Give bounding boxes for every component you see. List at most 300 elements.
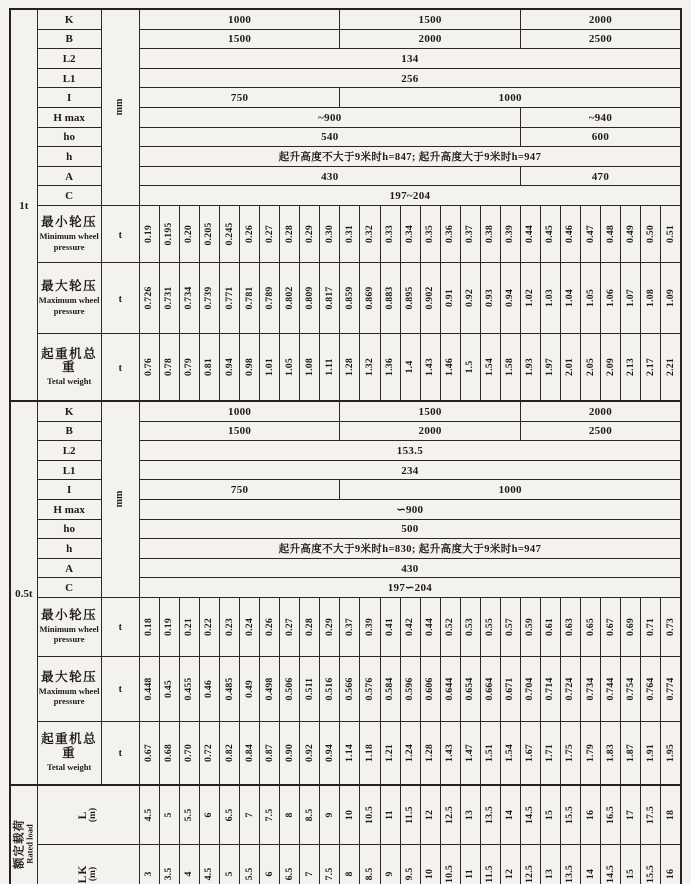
value-text: 0.714 bbox=[544, 677, 556, 701]
value-cell bbox=[300, 597, 320, 656]
span-value-cell bbox=[500, 785, 520, 845]
span-value-cell bbox=[500, 844, 520, 884]
value-text: 0.511 bbox=[303, 677, 315, 701]
measure-name-en: Minimum wheel pressure bbox=[39, 623, 99, 645]
span-value-cell bbox=[460, 844, 480, 884]
load-rating-cell bbox=[10, 401, 37, 785]
value-cell bbox=[480, 597, 500, 656]
span-value-text: 15.5 bbox=[564, 805, 576, 824]
dimension-name: I bbox=[67, 92, 72, 105]
value-text: 0.704 bbox=[524, 677, 536, 701]
dimension-name: L2 bbox=[62, 445, 76, 458]
value-text: 0.724 bbox=[564, 677, 576, 701]
mm-unit-label: mm bbox=[114, 99, 126, 116]
dimension-value-cell bbox=[139, 401, 340, 421]
span-value-cell bbox=[601, 785, 621, 845]
value-text: 0.205 bbox=[203, 222, 215, 246]
value-cell bbox=[159, 721, 179, 785]
value-cell bbox=[220, 721, 240, 785]
value-text: 0.50 bbox=[644, 224, 656, 243]
value-text: 1.01 bbox=[263, 357, 275, 376]
value-cell bbox=[520, 597, 540, 656]
dimension-value: 540 bbox=[321, 131, 339, 144]
value-cell bbox=[601, 262, 621, 333]
span-value-cell bbox=[220, 844, 240, 884]
value-cell bbox=[380, 333, 400, 401]
span-value-text: 3 bbox=[143, 871, 155, 877]
value-cell bbox=[480, 656, 500, 721]
value-text: 0.817 bbox=[323, 286, 335, 310]
span-value-text: 12.5 bbox=[524, 864, 536, 883]
value-cell bbox=[340, 656, 360, 721]
span-row bbox=[10, 844, 681, 884]
value-cell bbox=[340, 597, 360, 656]
value-cell bbox=[159, 262, 179, 333]
value-text: 0.23 bbox=[223, 617, 235, 636]
measure-name-en: Maximum wheel pressure bbox=[38, 685, 100, 707]
dimension-value: ~940 bbox=[588, 111, 613, 124]
value-cell bbox=[520, 333, 540, 401]
value-cell bbox=[320, 205, 340, 262]
span-value-cell bbox=[139, 844, 159, 884]
measure-name-cn: 起重机总重 bbox=[41, 732, 98, 760]
value-text: 1.07 bbox=[624, 288, 636, 307]
value-text: 0.37 bbox=[343, 617, 355, 636]
value-cell bbox=[400, 597, 420, 656]
measure-name-cell bbox=[37, 262, 101, 333]
value-text: 0.654 bbox=[464, 677, 476, 701]
value-cell bbox=[159, 333, 179, 401]
value-text: 0.70 bbox=[183, 743, 195, 762]
value-text: 1.71 bbox=[544, 743, 556, 762]
span-value-text: 16.5 bbox=[604, 805, 616, 824]
value-cell bbox=[400, 721, 420, 785]
measure-name-en: Tetal weight bbox=[46, 761, 92, 772]
value-cell bbox=[280, 721, 300, 785]
rated-load-en: Rated load bbox=[24, 824, 35, 865]
value-cell bbox=[260, 333, 280, 401]
value-cell bbox=[400, 333, 420, 401]
span-name-cell bbox=[37, 785, 139, 845]
dimension-name: h bbox=[66, 542, 73, 555]
span-value-text: 17.5 bbox=[644, 805, 656, 824]
span-value-text: 4 bbox=[183, 871, 195, 877]
span-value-text: 10.5 bbox=[444, 864, 456, 883]
value-cell bbox=[380, 656, 400, 721]
dimension-value: 1000 bbox=[498, 484, 522, 497]
value-cell bbox=[199, 656, 219, 721]
value-cell bbox=[500, 597, 520, 656]
load-rating-label: 1t bbox=[19, 199, 29, 212]
span-value-text: 11.5 bbox=[484, 865, 496, 883]
value-text: 1.5 bbox=[464, 360, 476, 374]
span-name-label bbox=[77, 808, 99, 822]
dimension-value-cell bbox=[139, 441, 681, 461]
span-value-text: 5 bbox=[223, 871, 235, 877]
value-cell bbox=[500, 656, 520, 721]
t-unit-cell bbox=[101, 656, 139, 721]
value-cell bbox=[480, 721, 500, 785]
dimension-name-cell bbox=[37, 519, 101, 539]
span-value-cell bbox=[420, 844, 440, 884]
value-cell bbox=[480, 262, 500, 333]
span-value-cell bbox=[661, 844, 681, 884]
span-value-cell bbox=[661, 785, 681, 845]
measure-name-cn: 最小轮压 bbox=[41, 214, 98, 229]
span-name: L bbox=[77, 810, 90, 820]
span-value-text: 16 bbox=[584, 809, 596, 820]
value-cell bbox=[500, 721, 520, 785]
value-cell bbox=[560, 333, 580, 401]
value-cell bbox=[260, 656, 280, 721]
mm-unit-label: mm bbox=[114, 491, 126, 508]
value-text: 2.01 bbox=[564, 357, 576, 376]
value-cell bbox=[581, 721, 601, 785]
value-cell bbox=[500, 205, 520, 262]
span-name-cell bbox=[37, 844, 139, 884]
dimension-name-cell bbox=[37, 29, 101, 49]
value-cell bbox=[560, 656, 580, 721]
value-cell bbox=[220, 597, 240, 656]
span-value-cell bbox=[300, 785, 320, 845]
value-text: 1.14 bbox=[343, 743, 355, 762]
span-value-cell bbox=[240, 785, 260, 845]
rated-load-label bbox=[13, 819, 34, 869]
span-value-cell bbox=[480, 844, 500, 884]
span-value-cell bbox=[360, 785, 380, 845]
dimension-name: H max bbox=[53, 503, 85, 516]
dimension-value: 600 bbox=[591, 131, 610, 144]
value-text: 0.55 bbox=[484, 617, 496, 636]
value-text: 0.22 bbox=[203, 617, 215, 636]
rated-load-cn: 额定载荷 bbox=[13, 819, 26, 870]
value-cell bbox=[360, 205, 380, 262]
value-text: 1.08 bbox=[303, 357, 315, 376]
dimension-value: 1000 bbox=[228, 405, 252, 418]
dimension-value-cell bbox=[340, 480, 681, 500]
value-text: 0.57 bbox=[504, 617, 516, 636]
value-cell bbox=[280, 205, 300, 262]
span-value-text: 4.5 bbox=[203, 867, 215, 881]
dimension-value: 2000 bbox=[588, 405, 613, 418]
span-value-cell bbox=[300, 844, 320, 884]
dimension-name-cell bbox=[37, 558, 101, 578]
span-value-cell bbox=[139, 785, 159, 845]
dimension-name: H max bbox=[53, 111, 85, 124]
value-cell bbox=[199, 333, 219, 401]
value-text: 1.36 bbox=[383, 357, 395, 376]
value-cell bbox=[420, 721, 440, 785]
value-text: 1.03 bbox=[544, 288, 556, 307]
value-text: 0.72 bbox=[203, 743, 215, 762]
value-cell bbox=[380, 597, 400, 656]
value-cell bbox=[380, 721, 400, 785]
span-value-cell bbox=[280, 785, 300, 845]
dimension-value: 2500 bbox=[588, 33, 613, 46]
dimension-value-cell bbox=[139, 49, 681, 69]
value-cell bbox=[360, 262, 380, 333]
dimension-value-cell bbox=[139, 88, 340, 108]
value-cell bbox=[440, 656, 460, 721]
measure-name-cell bbox=[37, 205, 101, 262]
span-value-cell bbox=[540, 844, 560, 884]
span-value-text: 15 bbox=[624, 868, 636, 879]
value-text: 0.38 bbox=[484, 224, 496, 243]
dimension-value-cell bbox=[520, 166, 681, 186]
span-value-text: 14.5 bbox=[524, 805, 536, 824]
value-cell bbox=[280, 597, 300, 656]
value-cell bbox=[400, 205, 420, 262]
value-text: 1.43 bbox=[423, 357, 435, 376]
span-value-text: 7 bbox=[243, 812, 255, 818]
dimension-value: 1000 bbox=[228, 13, 252, 26]
value-cell bbox=[280, 656, 300, 721]
value-cell bbox=[199, 721, 219, 785]
value-text: 0.644 bbox=[444, 677, 456, 701]
span-value-text: 13.5 bbox=[484, 805, 496, 824]
value-text: 0.84 bbox=[243, 743, 255, 762]
value-cell bbox=[220, 262, 240, 333]
value-cell bbox=[240, 205, 260, 262]
span-value-cell bbox=[240, 844, 260, 884]
value-cell bbox=[320, 333, 340, 401]
value-text: 0.37 bbox=[464, 224, 476, 243]
span-value-text: 12.5 bbox=[444, 805, 456, 824]
span-value-text: 9.5 bbox=[403, 867, 415, 881]
span-value-text: 7 bbox=[303, 871, 315, 877]
value-text: 0.18 bbox=[143, 617, 155, 636]
value-cell bbox=[320, 597, 340, 656]
value-text: 0.902 bbox=[423, 286, 435, 310]
span-value-text: 10 bbox=[423, 868, 435, 879]
span-value-text: 15 bbox=[544, 809, 556, 820]
value-text: 0.91 bbox=[444, 288, 456, 307]
span-value-text: 11 bbox=[464, 869, 476, 879]
value-text: 1.67 bbox=[524, 743, 536, 762]
dimension-value: 500 bbox=[401, 523, 419, 536]
dimension-name-cell bbox=[37, 441, 101, 461]
value-cell bbox=[300, 333, 320, 401]
dimension-value: 起升高度不大于9米时h=847; 起升高度大于9米时h=947 bbox=[278, 152, 542, 164]
value-cell bbox=[320, 262, 340, 333]
value-cell bbox=[520, 656, 540, 721]
dimension-value-cell bbox=[139, 519, 681, 539]
span-value-cell bbox=[400, 785, 420, 845]
value-cell bbox=[480, 205, 500, 262]
value-cell bbox=[240, 597, 260, 656]
value-text: 0.29 bbox=[303, 224, 315, 243]
value-cell bbox=[260, 721, 280, 785]
value-cell bbox=[560, 597, 580, 656]
span-value-text: 8 bbox=[283, 812, 295, 818]
value-cell bbox=[280, 333, 300, 401]
value-text: 0.781 bbox=[243, 286, 255, 310]
value-cell bbox=[420, 333, 440, 401]
dimension-value-cell bbox=[139, 107, 520, 127]
value-text: 1.08 bbox=[644, 288, 656, 307]
span-value-cell bbox=[540, 785, 560, 845]
value-text: 0.31 bbox=[343, 224, 355, 243]
value-text: 0.68 bbox=[163, 743, 175, 762]
value-text: 1.4 bbox=[403, 360, 415, 374]
value-cell bbox=[641, 205, 661, 262]
dimension-value-cell bbox=[139, 421, 340, 441]
value-cell bbox=[220, 333, 240, 401]
mm-unit-cell bbox=[101, 401, 139, 597]
span-name: LK bbox=[77, 864, 90, 884]
value-cell bbox=[139, 721, 159, 785]
dimension-value-cell bbox=[520, 127, 681, 147]
value-text: 0.34 bbox=[403, 224, 415, 243]
value-cell bbox=[601, 333, 621, 401]
span-value-cell bbox=[601, 844, 621, 884]
value-text: 1.54 bbox=[504, 743, 516, 762]
rated-load-cell bbox=[10, 785, 37, 884]
measure-name-cell bbox=[37, 333, 101, 401]
value-text: 0.27 bbox=[283, 617, 295, 636]
span-value-cell bbox=[179, 844, 199, 884]
value-text: 1.32 bbox=[363, 357, 375, 376]
dimension-value: 2000 bbox=[418, 425, 442, 438]
dim-row bbox=[10, 9, 681, 29]
value-cell bbox=[661, 597, 681, 656]
dimension-name-cell bbox=[37, 147, 101, 167]
value-text: 0.51 bbox=[664, 224, 676, 243]
value-text: 0.42 bbox=[403, 617, 415, 636]
dimension-value-cell bbox=[340, 421, 520, 441]
dimension-name: h bbox=[66, 151, 73, 164]
measure-name-cn: 起重机总重 bbox=[41, 346, 98, 374]
dimension-name-cell bbox=[37, 127, 101, 147]
value-text: 0.39 bbox=[363, 617, 375, 636]
value-cell bbox=[560, 721, 580, 785]
span-value-cell bbox=[159, 844, 179, 884]
value-cell bbox=[420, 656, 440, 721]
value-cell bbox=[520, 721, 540, 785]
span-value-text: 8.5 bbox=[303, 808, 315, 822]
value-cell bbox=[340, 205, 360, 262]
value-text: 0.82 bbox=[223, 743, 235, 762]
dimension-value: 2000 bbox=[418, 33, 442, 46]
measure-name-cn: 最小轮压 bbox=[41, 607, 98, 622]
t-unit-label: t bbox=[118, 622, 122, 634]
span-value-cell bbox=[380, 785, 400, 845]
value-cell bbox=[440, 721, 460, 785]
value-text: 0.566 bbox=[343, 677, 355, 701]
span-unit: (m) bbox=[88, 807, 99, 822]
value-cell bbox=[581, 656, 601, 721]
value-cell bbox=[300, 656, 320, 721]
value-text: 0.41 bbox=[383, 617, 395, 636]
value-text: 0.859 bbox=[343, 286, 355, 310]
dimension-value: 197~204 bbox=[389, 190, 431, 203]
value-text: 0.94 bbox=[504, 288, 516, 307]
dimension-value: ~900 bbox=[318, 111, 342, 124]
value-cell bbox=[179, 597, 199, 656]
dimension-name: L1 bbox=[62, 72, 76, 85]
value-text: 0.65 bbox=[584, 617, 596, 636]
dimension-value: 1500 bbox=[228, 33, 252, 46]
dimension-value-cell bbox=[139, 539, 681, 559]
span-value-cell bbox=[199, 785, 219, 845]
value-text: 0.67 bbox=[143, 743, 155, 762]
value-cell bbox=[621, 262, 641, 333]
value-text: 1.02 bbox=[524, 288, 536, 307]
span-value-cell bbox=[440, 785, 460, 845]
value-cell bbox=[360, 656, 380, 721]
value-text: 0.48 bbox=[604, 224, 616, 243]
value-cell bbox=[480, 333, 500, 401]
span-value-text: 14 bbox=[584, 868, 596, 879]
value-cell bbox=[621, 721, 641, 785]
dimension-name-cell bbox=[37, 107, 101, 127]
value-text: 0.734 bbox=[183, 286, 195, 310]
value-cell bbox=[540, 597, 560, 656]
value-text: 0.774 bbox=[664, 677, 676, 701]
dimension-value-cell bbox=[139, 480, 340, 500]
value-cell bbox=[440, 262, 460, 333]
span-value-cell bbox=[340, 785, 360, 845]
dimension-value-cell bbox=[520, 9, 681, 29]
value-cell bbox=[621, 656, 641, 721]
dim-row bbox=[10, 401, 681, 421]
measure-name-cn: 最大轮压 bbox=[41, 278, 98, 293]
t-unit-cell bbox=[101, 721, 139, 785]
value-text: 0.78 bbox=[163, 357, 175, 376]
dimension-name-cell bbox=[37, 578, 101, 598]
span-value-text: 8 bbox=[343, 871, 355, 877]
dimension-value: 153.5 bbox=[396, 445, 424, 458]
value-cell bbox=[641, 656, 661, 721]
value-text: 0.92 bbox=[303, 743, 315, 762]
value-cell bbox=[601, 597, 621, 656]
value-text: 0.596 bbox=[403, 677, 415, 701]
span-value-cell bbox=[520, 844, 540, 884]
value-cell bbox=[179, 656, 199, 721]
value-text: 0.26 bbox=[263, 617, 275, 636]
value-text: 0.498 bbox=[263, 677, 275, 701]
value-text: 0.754 bbox=[624, 677, 636, 701]
dimension-value-cell bbox=[139, 127, 520, 147]
span-value-text: 18 bbox=[664, 809, 676, 820]
dimension-value-cell bbox=[139, 558, 681, 578]
value-cell bbox=[179, 205, 199, 262]
value-cell bbox=[340, 262, 360, 333]
span-value-cell bbox=[581, 844, 601, 884]
load-rating-cell bbox=[10, 9, 37, 401]
value-cell bbox=[240, 656, 260, 721]
value-cell bbox=[340, 333, 360, 401]
value-cell bbox=[340, 721, 360, 785]
value-cell bbox=[260, 597, 280, 656]
t-unit-label: t bbox=[118, 229, 122, 241]
value-text: 1.51 bbox=[484, 743, 496, 762]
value-cell bbox=[440, 333, 460, 401]
value-cell bbox=[520, 262, 540, 333]
value-cell bbox=[240, 262, 260, 333]
value-cell bbox=[641, 597, 661, 656]
dimension-name-cell bbox=[37, 460, 101, 480]
span-value-text: 12 bbox=[504, 868, 516, 879]
dimension-value: 750 bbox=[230, 484, 249, 497]
value-cell bbox=[380, 205, 400, 262]
dimension-value: 起升高度不大于9米时h=830; 起升高度大于9米时h=947 bbox=[278, 543, 542, 555]
value-cell bbox=[581, 597, 601, 656]
dimension-name-cell bbox=[37, 49, 101, 69]
t-unit-cell bbox=[101, 597, 139, 656]
value-text: 0.47 bbox=[584, 224, 596, 243]
dimension-name-cell bbox=[37, 539, 101, 559]
